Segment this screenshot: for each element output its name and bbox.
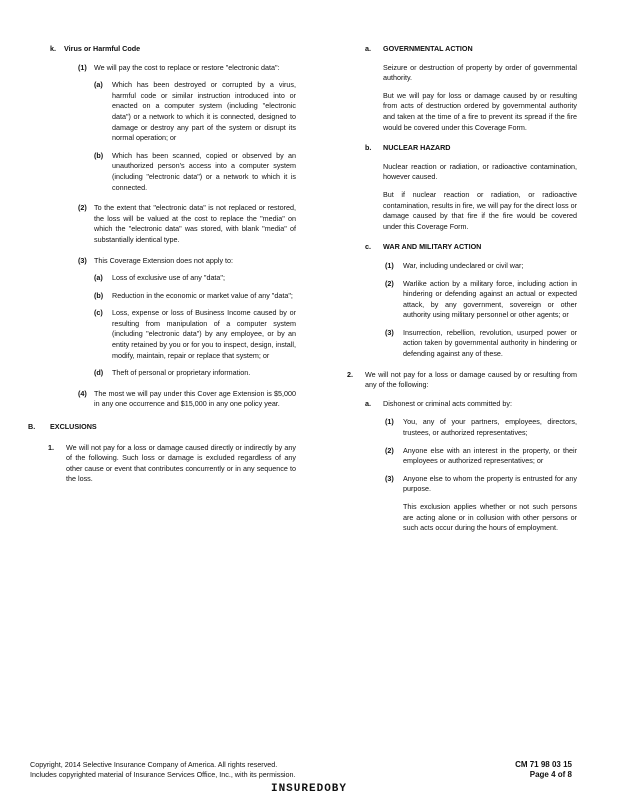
section-b-label: B.	[28, 422, 36, 432]
war-item-1-text: War, including undeclared or civil war;	[403, 260, 524, 270]
dishonest-item-2-text: Anyone else with an interest in the property, or their employees or authorized representatives; or	[403, 445, 577, 466]
exclusion-c-label: c.	[365, 242, 371, 252]
exclusion-2-label: 2.	[347, 369, 353, 379]
k-item-3b-text: Reduction in the economic or market value of any "data";	[112, 290, 293, 300]
exclusion-c-war	[345, 242, 577, 359]
dishonest-exclusion-note: This exclusion applies whether or not such persons are acting alone or in collusion with other persons or such acts occur during the hours of employment.	[403, 502, 577, 533]
war-item-1	[383, 261, 577, 272]
k-item-3-text: This Coverage Extension does not apply to:	[94, 255, 234, 265]
exclusion-a-para-1: Seizure or destruction of property by order of governmental authority.	[383, 62, 577, 83]
section-k	[36, 44, 296, 410]
exclusion-b-title: NUCLEAR HAZARD	[383, 143, 451, 153]
exclusion-b-label: b.	[365, 143, 372, 153]
war-item-2	[383, 279, 577, 321]
copyright-line-2: Includes copyrighted material of Insurance Services Office, Inc., with its permission.	[30, 770, 296, 779]
k-item-3c-text: Loss, expense or loss of Business Income caused by or resulting from manipulation of a computer system (including "electronic data") by any employee, or by an entity retained by you or for you to inspect, design, install, modify, maintain, repair or replace that system; or	[112, 308, 296, 360]
copyright-footer	[30, 760, 390, 780]
exclusion-2a	[365, 399, 577, 534]
war-item-2-label: (2)	[385, 278, 394, 288]
exclusion-c-title: WAR AND MILITARY ACTION	[383, 242, 482, 252]
k-item-2-text: To the extent that "electronic data" is not replaced or restored, the loss will be valued at the cost to replace the "media" on which the "electronic data" was stored, with blank "media" of substantially identical type.	[94, 203, 296, 244]
dishonest-item-2	[383, 446, 577, 467]
k-item-1a-text: Which has been destroyed or corrupted by a virus, harmful code or similar instruction introduced into or enacted on a computer system (including "electronic data") or a network to which it is connected, designed to damage or destroy any part of the system or disrupt its normal operation; or	[112, 80, 296, 143]
war-item-3-text: Insurrection, rebellion, revolution, usurped power or action taken by governmental authority in hindering or defending against any of these.	[403, 327, 577, 359]
k-item-3a	[50, 273, 296, 284]
k-item-4-text: The most we will pay under this Cover age Extension is $5,000 in any one occurrence and $15,000 in any one policy year.	[94, 388, 296, 409]
exclusion-a-governmental	[345, 44, 577, 133]
exclusion-1	[36, 443, 296, 485]
exclusion-1-text: We will not pay for a loss or damage caused directly or indirectly by any of the following. Such loss or damage is excluded regardless of any other cause or event that contributes concurrently or in any sequence to the loss.	[66, 442, 296, 484]
k-item-2	[50, 203, 296, 245]
k-item-1a	[50, 80, 296, 144]
copyright-line-1: Copyright, 2014 Selective Insurance Company of America. All rights reserved.	[30, 760, 278, 769]
exclusion-2-text: We will not pay for a loss or damage caused by or resulting from any of the following:	[365, 369, 577, 390]
k-item-1	[50, 63, 296, 74]
dishonest-item-1	[383, 417, 577, 438]
k-item-2-label: (2)	[78, 203, 87, 213]
dishonest-item-3-text: Anyone else to whom the property is entrusted for any purpose.	[403, 473, 577, 494]
dishonest-item-1-label: (1)	[385, 417, 394, 427]
section-b-title: EXCLUSIONS	[50, 422, 97, 432]
k-item-3b-label: (b)	[94, 290, 104, 300]
right-column	[345, 44, 577, 541]
k-item-3	[50, 256, 296, 267]
dishonest-item-2-label: (2)	[385, 445, 394, 455]
war-item-3-label: (3)	[385, 327, 394, 337]
k-item-3c	[50, 308, 296, 361]
exclusion-2	[345, 370, 577, 534]
war-item-1-label: (1)	[385, 260, 394, 270]
k-item-1b	[50, 151, 296, 193]
dishonest-item-1-text: You, any of your partners, employees, directors, trustees, or authorized representatives;	[403, 417, 577, 438]
k-item-4	[50, 389, 296, 410]
exclusion-a-title: GOVERNMENTAL ACTION	[383, 44, 473, 53]
section-k-title: Virus or Harmful Code	[64, 44, 141, 53]
k-item-3a-label: (a)	[94, 273, 103, 283]
k-item-1-label: (1)	[78, 62, 87, 72]
section-k-label: k.	[50, 44, 56, 53]
form-info	[492, 760, 572, 780]
k-item-3a-text: Loss of exclusive use of any "data";	[112, 273, 225, 283]
exclusion-2a-label: a.	[365, 398, 371, 408]
k-item-3d-label: (d)	[94, 368, 104, 378]
war-item-2-text: Warlike action by a military force, including action in hindering or defending against an actual or expected attack, by any government, sovereign or other authority using military personnel or other agents; or	[403, 278, 577, 320]
exclusion-b-para-2: But if nuclear reaction or radiation, or radioactive contamination, results in fire, we will pay for the direct loss or damage caused by that fire if the fire would be covered under this Coverage Form.	[383, 189, 577, 231]
form-number: CM 71 98 03 15	[515, 760, 572, 769]
k-item-3-label: (3)	[78, 255, 87, 265]
exclusion-1-label: 1.	[48, 442, 54, 452]
exclusion-a-label: a.	[365, 44, 371, 53]
page-number: Page 4 of 8	[529, 770, 572, 779]
k-item-4-label: (4)	[78, 388, 87, 398]
war-item-3	[383, 328, 577, 360]
k-item-3d	[50, 368, 296, 379]
exclusion-b-para-1: Nuclear reaction or radiation, or radioactive contamination, however caused.	[383, 161, 577, 182]
dishonest-item-3	[383, 474, 577, 495]
exclusion-b-nuclear	[345, 143, 577, 232]
k-item-1a-label: (a)	[94, 80, 103, 90]
section-b-exclusions	[28, 422, 296, 433]
k-item-3c-label: (c)	[94, 308, 103, 318]
k-item-1-text: We will pay the cost to replace or restore "electronic data":	[94, 62, 280, 72]
k-item-3d-text: Theft of personal or proprietary information.	[112, 368, 251, 378]
k-item-3b	[50, 291, 296, 302]
brand-watermark: INSUREDOBY	[270, 783, 347, 795]
exclusion-a-para-2: But we will pay for loss or damage caused by or resulting from acts of destruction ordered by governmental authority and taken at the time of a fire to prevent its spread if the fire would be covered under this Coverage Form.	[383, 90, 577, 132]
k-item-1b-text: Which has been scanned, copied or observed by an unauthorized person's access into a computer system (including "electronic data") or a network to which it is connected.	[112, 150, 296, 192]
left-column	[28, 44, 296, 492]
exclusion-2a-text: Dishonest or criminal acts committed by:	[383, 398, 513, 408]
dishonest-item-3-label: (3)	[385, 473, 394, 483]
k-item-1b-label: (b)	[94, 150, 104, 160]
